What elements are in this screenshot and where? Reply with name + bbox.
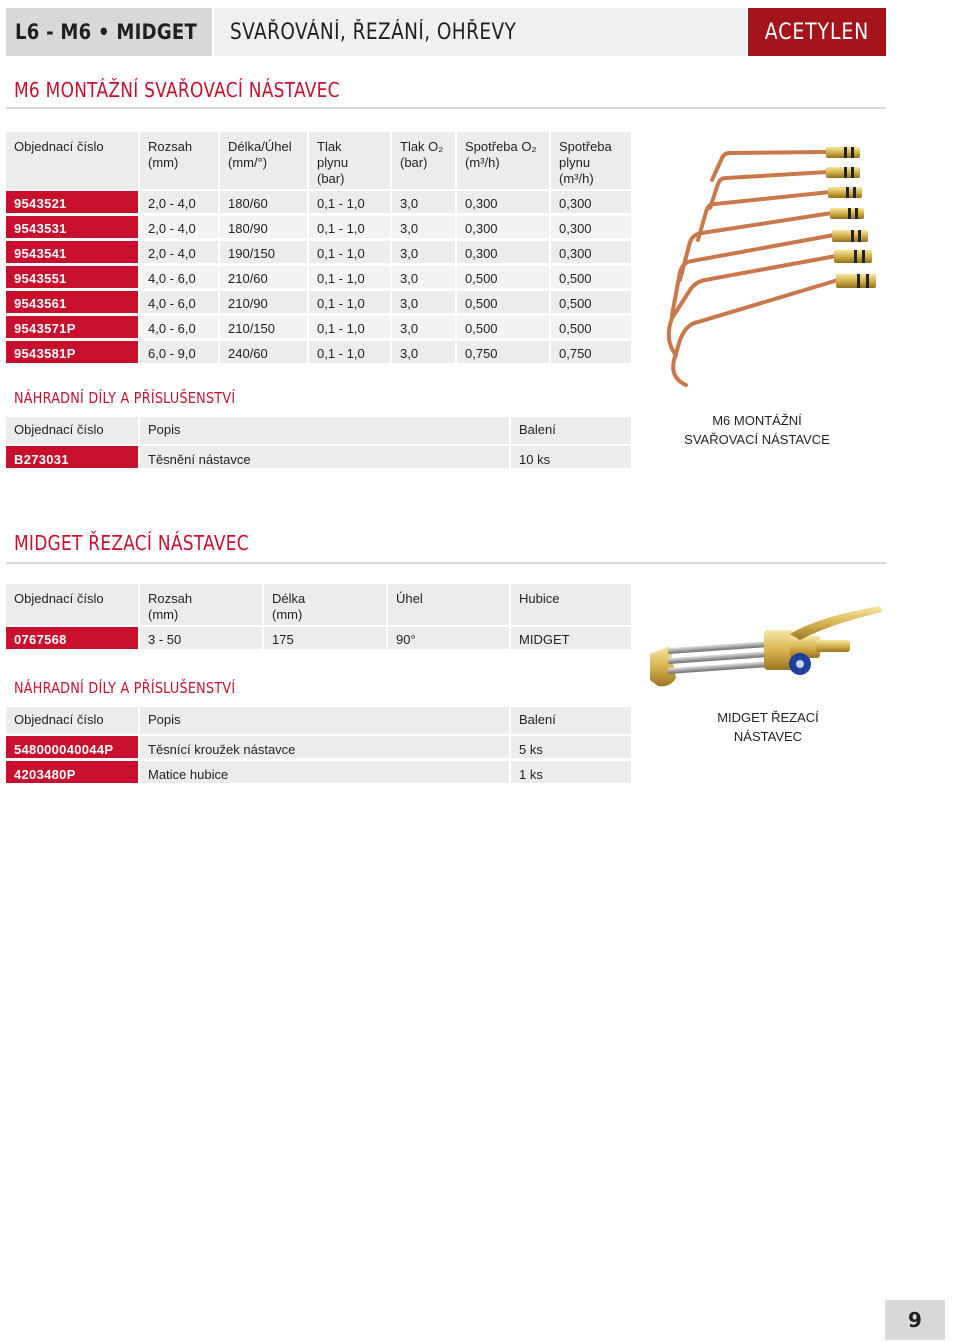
- table-cell: 0,300: [551, 216, 631, 238]
- table-header-line: (bar): [317, 171, 345, 186]
- table-cell: 210/150: [220, 316, 307, 338]
- header-category: SVAŘOVÁNÍ, ŘEZÁNÍ, OHŘEVY: [214, 8, 746, 56]
- spare-order-number: B273031: [6, 446, 138, 468]
- order-number-cell: 9543521: [6, 191, 138, 213]
- table-header-cell: [140, 584, 262, 625]
- table-header-cell: [220, 132, 307, 189]
- table-cell: 175: [264, 627, 386, 649]
- table-header-cell: [309, 132, 390, 189]
- order-number-cell: 9543531: [6, 216, 138, 238]
- m6-nozzles-image: [650, 140, 890, 390]
- table-cell: 3,0: [392, 216, 455, 238]
- table-header-cell: [551, 132, 631, 189]
- table-cell: 0,300: [551, 191, 631, 213]
- table-cell: 0,1 - 1,0: [309, 241, 390, 263]
- table-cell: 0,300: [457, 216, 549, 238]
- midget-image-caption: MIDGET ŘEZACÍ NÁSTAVEC: [717, 710, 819, 744]
- table-header-cell: [6, 132, 138, 189]
- table-cell: 4,0 - 6,0: [140, 291, 218, 313]
- table-header-line: (mm): [272, 607, 303, 622]
- table-header-line: (mm): [148, 607, 179, 622]
- spares-header-cell: Objednací číslo: [6, 707, 138, 734]
- table-header-line: (m³/h): [465, 155, 500, 170]
- section1-title: M6 MONTÁŽNÍ SVAŘOVACÍ NÁSTAVEC: [14, 78, 340, 102]
- order-number-cell: 9543561: [6, 291, 138, 313]
- order-number-cell: 9543571P: [6, 316, 138, 338]
- table-cell: 0,500: [551, 316, 631, 338]
- table-header-line: plynu: [559, 155, 591, 170]
- table-header-line: Hubice: [519, 591, 560, 606]
- table-header-line: Rozsah: [148, 591, 193, 606]
- table-header-line: Objednací číslo: [14, 591, 104, 606]
- spares-header-cell: Balení: [511, 417, 631, 444]
- table-header-line: plynu: [317, 155, 349, 170]
- table-cell: 0,1 - 1,0: [309, 291, 390, 313]
- table-cell: 0,750: [551, 341, 631, 363]
- table-cell: 0,500: [551, 266, 631, 288]
- spare-order-number: 4203480P: [6, 761, 138, 783]
- section2-title: MIDGET ŘEZACÍ NÁSTAVEC: [14, 531, 249, 555]
- table-cell: 0,750: [457, 341, 549, 363]
- table-header-cell: [6, 584, 138, 625]
- table-header-cell: [392, 132, 455, 189]
- table-cell: 2,0 - 4,0: [140, 241, 218, 263]
- table-header-line: Tlak: [317, 139, 342, 154]
- midget-attachment-image: [640, 596, 890, 696]
- table-header-line: (m³/h): [559, 171, 594, 186]
- table-cell: 0,500: [551, 291, 631, 313]
- table-header-line: Spotřeba O₂: [465, 139, 537, 154]
- header-series-label: L6 - M6 • MIDGET: [6, 8, 212, 56]
- order-number-cell: 0767568: [6, 627, 138, 649]
- table-cell: 3,0: [392, 266, 455, 288]
- table-header-line: Spotřeba: [559, 139, 612, 154]
- table-cell: 0,500: [457, 316, 549, 338]
- m6-image-caption: M6 MONTÁŽNÍ SVAŘOVACÍ NÁSTAVCE: [684, 413, 830, 447]
- spare-order-number: 548000040044P: [6, 736, 138, 758]
- section1-spares-title: NÁHRADNÍ DÍLY A PŘÍSLUŠENSTVÍ: [14, 389, 236, 407]
- table-header-line: Objednací číslo: [14, 139, 104, 154]
- order-number-cell: 9543551: [6, 266, 138, 288]
- spares-header-cell: Balení: [511, 707, 631, 734]
- table-cell: 240/60: [220, 341, 307, 363]
- table-cell: 210/90: [220, 291, 307, 313]
- table-cell: 0,300: [551, 241, 631, 263]
- table-header-line: Délka: [272, 591, 306, 606]
- table-header-cell: [388, 584, 509, 625]
- spares-cell: 1 ks: [511, 761, 631, 783]
- table-cell: 0,1 - 1,0: [309, 316, 390, 338]
- spares-cell: Těsnící kroužek nástavce: [140, 736, 509, 758]
- table-header-line: (mm): [148, 155, 179, 170]
- table-header-cell: [264, 584, 386, 625]
- section2-divider: [6, 562, 886, 564]
- table-cell: 2,0 - 4,0: [140, 191, 218, 213]
- table-cell: 0,300: [457, 191, 549, 213]
- table-cell: 0,1 - 1,0: [309, 266, 390, 288]
- table-cell: 180/90: [220, 216, 307, 238]
- order-number-cell: 9543581P: [6, 341, 138, 363]
- spares-cell: 5 ks: [511, 736, 631, 758]
- spares-header-cell: Popis: [140, 417, 509, 444]
- table-header-line: Rozsah: [148, 139, 193, 154]
- table-cell: 90°: [388, 627, 509, 649]
- table-cell: 3,0: [392, 241, 455, 263]
- table-cell: 3,0: [392, 291, 455, 313]
- table-cell: 3,0: [392, 341, 455, 363]
- order-number-cell: 9543541: [6, 241, 138, 263]
- table-cell: 0,500: [457, 291, 549, 313]
- spares-cell: Těsnění nástavce: [140, 446, 509, 468]
- table-cell: 180/60: [220, 191, 307, 213]
- table-header-line: (bar): [400, 155, 428, 170]
- table-cell: 210/60: [220, 266, 307, 288]
- table-cell: 4,0 - 6,0: [140, 316, 218, 338]
- section2-spares-title: NÁHRADNÍ DÍLY A PŘÍSLUŠENSTVÍ: [14, 679, 236, 697]
- table-header-line: Tlak O₂: [400, 139, 444, 154]
- table-cell: 0,1 - 1,0: [309, 191, 390, 213]
- table-cell: 3,0: [392, 316, 455, 338]
- table-header-line: Úhel: [396, 591, 423, 606]
- table-cell: 4,0 - 6,0: [140, 266, 218, 288]
- page-number: 9: [885, 1300, 945, 1340]
- table-header-cell: [140, 132, 218, 189]
- table-cell: 0,1 - 1,0: [309, 216, 390, 238]
- table-cell: MIDGET: [511, 627, 631, 649]
- spares-cell: 10 ks: [511, 446, 631, 468]
- table-header-cell: [511, 584, 631, 625]
- table-cell: 3 - 50: [140, 627, 262, 649]
- table-cell: 2,0 - 4,0: [140, 216, 218, 238]
- table-cell: 3,0: [392, 191, 455, 213]
- section1-divider: [6, 107, 886, 109]
- spares-header-cell: Popis: [140, 707, 509, 734]
- header-gas-type: ACETYLEN: [748, 8, 886, 56]
- table-cell: 190/150: [220, 241, 307, 263]
- table-cell: 0,300: [457, 241, 549, 263]
- spares-header-cell: Objednací číslo: [6, 417, 138, 444]
- table-cell: 0,500: [457, 266, 549, 288]
- table-header-cell: [457, 132, 549, 189]
- table-header-line: Délka/Úhel: [228, 139, 292, 154]
- table-cell: 6,0 - 9,0: [140, 341, 218, 363]
- spares-cell: Matice hubice: [140, 761, 509, 783]
- table-header-line: (mm/°): [228, 155, 268, 170]
- table-cell: 0,1 - 1,0: [309, 341, 390, 363]
